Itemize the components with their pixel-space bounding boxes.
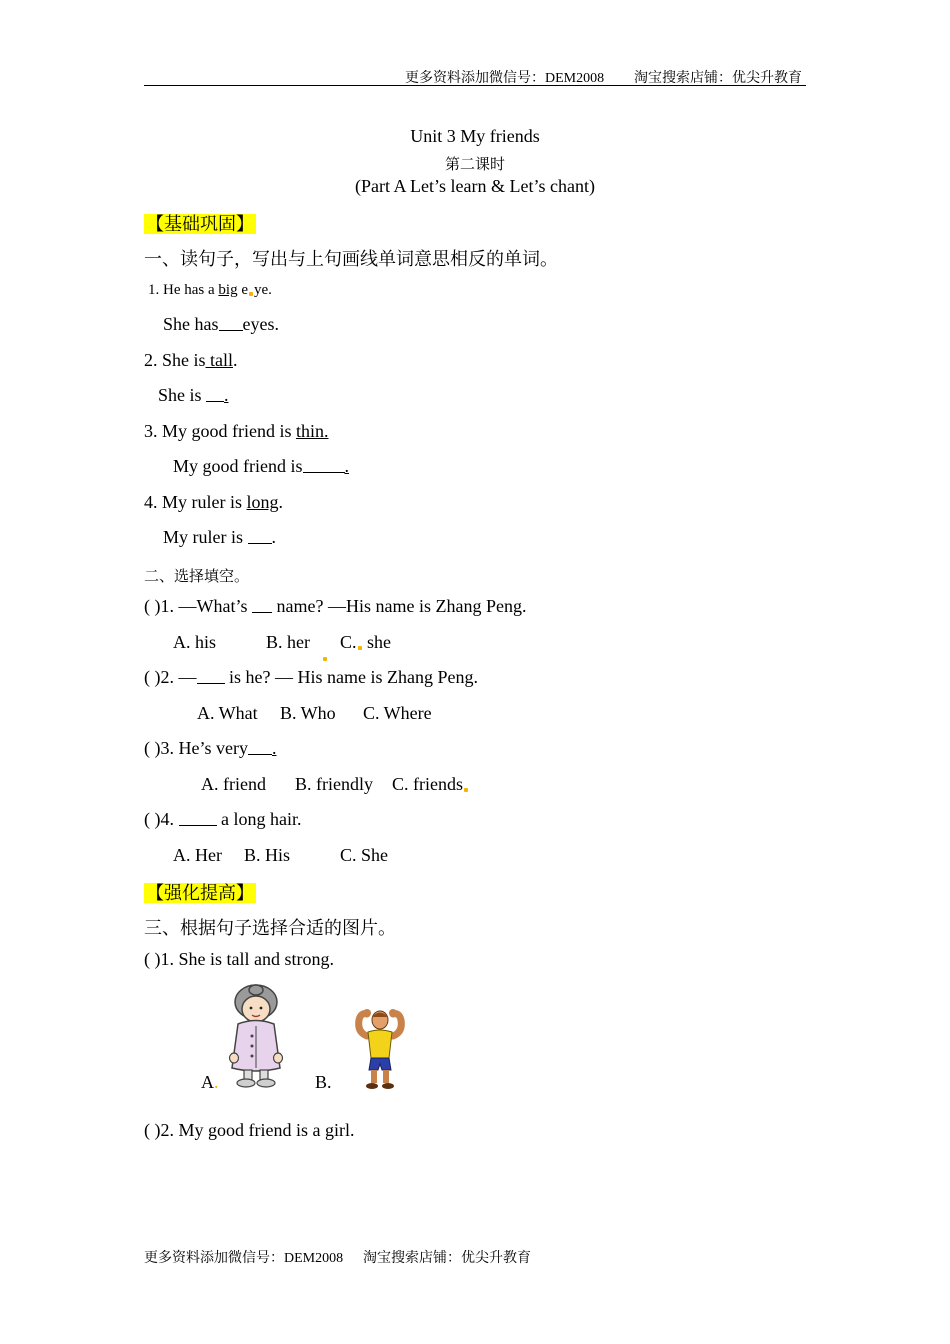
section-tag-basic: 【基础巩固】	[146, 214, 254, 234]
grandma-picture	[224, 984, 288, 1088]
s2-q4-option-a: A. Her	[173, 845, 222, 865]
s2-q1-option-c: C. she	[340, 632, 392, 652]
footer-shop: 淘宝搜索店铺：优尖升教育	[363, 1251, 531, 1266]
unit-title: Unit 3 My friends	[410, 126, 540, 146]
s1-q4: 4. My ruler is long.	[144, 492, 284, 512]
s2-q4-option-c: C. She	[340, 845, 389, 865]
lesson-title: 第二课时	[444, 157, 505, 173]
s1-a3: My good friend is .	[173, 456, 349, 476]
s1-q3: 3. My good friend is thin.	[144, 421, 329, 441]
s2-q3: ( )3. He’s very .	[144, 738, 277, 758]
s2-q2: ( )2. — is he? — His name is Zhang Peng.	[144, 667, 478, 687]
header-rule	[144, 85, 806, 86]
s2-q3-option-c: C. friends	[392, 774, 469, 795]
mark-dot	[358, 646, 362, 650]
header-shop: 淘宝搜索店铺：优尖升教育	[634, 71, 802, 86]
s1-a4: My ruler is .	[163, 527, 276, 547]
strongman-picture	[355, 1006, 405, 1090]
s2-q3-option-b: B. friendly	[295, 774, 373, 794]
s3-q1-option-b: B.	[315, 1072, 332, 1092]
s2-q2-option-b: B. Who	[280, 703, 336, 723]
s2-q4-option-b: B. His	[244, 845, 291, 865]
s1-q1: 1. He has a big e ye.	[148, 282, 272, 298]
section-tag-advanced: 【强化提高】	[146, 883, 254, 903]
s2-q2-option-a: A. What	[197, 703, 258, 723]
answer-blank[interactable]	[248, 529, 272, 544]
s1-a1: She has eyes.	[163, 314, 279, 334]
s1-q2: 2. She is tall.	[144, 350, 238, 370]
mark-dot	[249, 292, 253, 296]
s2-q2-option-c: C. Where	[363, 703, 432, 723]
s2-q1: ( )1. —What’s name? —His name is Zhang Peng.	[144, 596, 527, 616]
answer-blank[interactable]	[206, 387, 224, 402]
s2-q3-option-a: A. friend	[201, 774, 266, 794]
footer-wechat: 更多资料添加微信号：DEM2008	[144, 1251, 344, 1266]
s1-a2: She is .	[158, 385, 229, 405]
section3-heading: 三、根据句子选择合适的图片。	[144, 918, 396, 938]
header-wechat: 更多资料添加微信号：DEM2008	[405, 71, 605, 86]
section1-heading: 一、读句子，写出与上句画线单词意思相反的单词。	[144, 249, 558, 269]
s3-q1: ( )1. She is tall and strong.	[144, 949, 334, 969]
mark-dot	[464, 788, 468, 792]
part-title: (Part A Let’s learn & Let’s chant)	[355, 176, 595, 196]
answer-blank[interactable]	[179, 811, 217, 826]
s2-q4: ( )4. a long hair.	[144, 809, 302, 829]
s3-q2: ( )2. My good friend is a girl.	[144, 1120, 355, 1140]
answer-blank[interactable]	[303, 458, 345, 473]
s2-q1-option-a: A. his	[173, 632, 217, 652]
section2-heading: 二、选择填空。	[144, 569, 250, 585]
answer-blank[interactable]	[197, 669, 225, 684]
answer-blank[interactable]	[248, 740, 272, 755]
mark-dot	[322, 646, 328, 664]
s2-q1-option-b: B. her	[266, 632, 310, 652]
s3-q1-option-a: A.	[201, 1072, 219, 1092]
answer-blank[interactable]	[252, 598, 272, 613]
answer-blank[interactable]	[219, 316, 243, 331]
